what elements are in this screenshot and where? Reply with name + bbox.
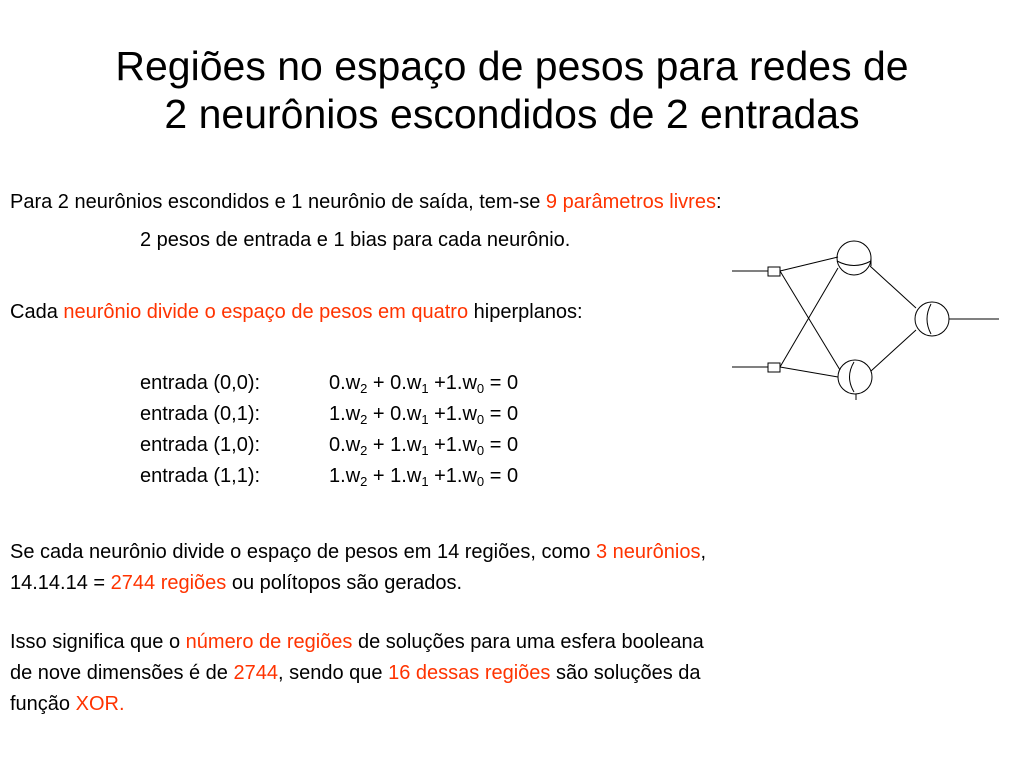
output-neuron-curve <box>927 304 931 334</box>
connection <box>780 367 838 377</box>
p2-highlight: neurônio divide o espaço de pesos em quatro <box>63 301 469 323</box>
p4-text-5: função <box>10 693 76 715</box>
p4-highlight-16: 16 dessas regiões <box>388 662 551 684</box>
equation-expression: $0.w_2 + 1.w_1 +1.w_0 = 0$ <box>329 434 519 458</box>
hidden-neuron-1-curve <box>837 261 871 266</box>
equation-label: entrada (0,1): <box>140 403 261 425</box>
p2-text-end: hiperplanos: <box>468 301 583 323</box>
p3-highlight-neurons: 3 neurônios <box>595 541 701 563</box>
equation-label: entrada (1,1): <box>140 465 261 487</box>
connection <box>870 266 916 308</box>
hidden-neuron-1 <box>837 241 871 275</box>
p3-comma: , <box>700 541 707 563</box>
weights-bias-line: 2 pesos de entrada e 1 bias para cada neurônio. <box>140 229 571 251</box>
slide-title <box>0 42 1024 138</box>
title-line-1: Regiões no espaço de pesos para redes de <box>115 43 909 89</box>
p3-text: Se cada neurônio divide o espaço de pesos em 14 regiões, como <box>10 541 596 563</box>
p4-text-3: , sendo que <box>278 662 389 684</box>
p1-highlight: 9 parâmetros livres <box>545 191 716 213</box>
input-node-2 <box>768 363 780 372</box>
output-neuron <box>915 302 949 336</box>
connection <box>780 271 840 370</box>
p3-product: 14.14.14 = <box>10 572 111 594</box>
equation-label: entrada (1,0): <box>140 434 261 456</box>
input-node-1 <box>768 267 780 276</box>
p4-highlight-2744: 2744 <box>233 662 278 684</box>
p4-text-4: são soluções da <box>550 662 701 684</box>
p4-text: Isso significa que o <box>10 631 186 653</box>
conclusion-line-2 <box>10 661 701 685</box>
hyperplanes-line <box>10 300 583 324</box>
p4-highlight-number: número de regiões <box>185 631 353 653</box>
regions-count-line-1 <box>10 540 706 564</box>
p2-text: Cada <box>10 301 64 323</box>
equation-expression: $1.w_2 + 1.w_1 +1.w_0 = 0$ <box>329 465 519 489</box>
p1-text: Para 2 neurônios escondidos e 1 neurônio de saída, tem-se <box>10 191 546 213</box>
equation-expression: $0.w_2 + 0.w_1 +1.w_0 = 0$ <box>329 372 519 396</box>
hidden-neuron-2-curve <box>850 362 855 392</box>
regions-count-line-2 <box>10 571 462 595</box>
p3-text-end: ou polítopos são gerados. <box>226 572 463 594</box>
equation-label: entrada (0,0): <box>140 372 261 394</box>
p4-text-2: de nove dimensões é de <box>10 662 234 684</box>
conclusion-line-3 <box>10 692 125 716</box>
equation-expression: $1.w_2 + 0.w_1 +1.w_0 = 0$ <box>329 403 519 427</box>
p4-text-end: de soluções para uma esfera booleana <box>352 631 704 653</box>
free-parameters-line <box>10 190 722 214</box>
connection <box>780 257 838 271</box>
hidden-neuron-2 <box>838 360 872 394</box>
p1-colon: : <box>715 191 722 213</box>
p4-highlight-xor: XOR. <box>75 693 125 715</box>
connection <box>871 330 916 371</box>
conclusion-line-1 <box>10 630 704 654</box>
neural-network-diagram <box>720 230 1010 405</box>
title-line-2: 2 neurônios escondidos de 2 entradas <box>164 91 860 137</box>
p3-highlight-regions: 2744 regiões <box>110 572 227 594</box>
